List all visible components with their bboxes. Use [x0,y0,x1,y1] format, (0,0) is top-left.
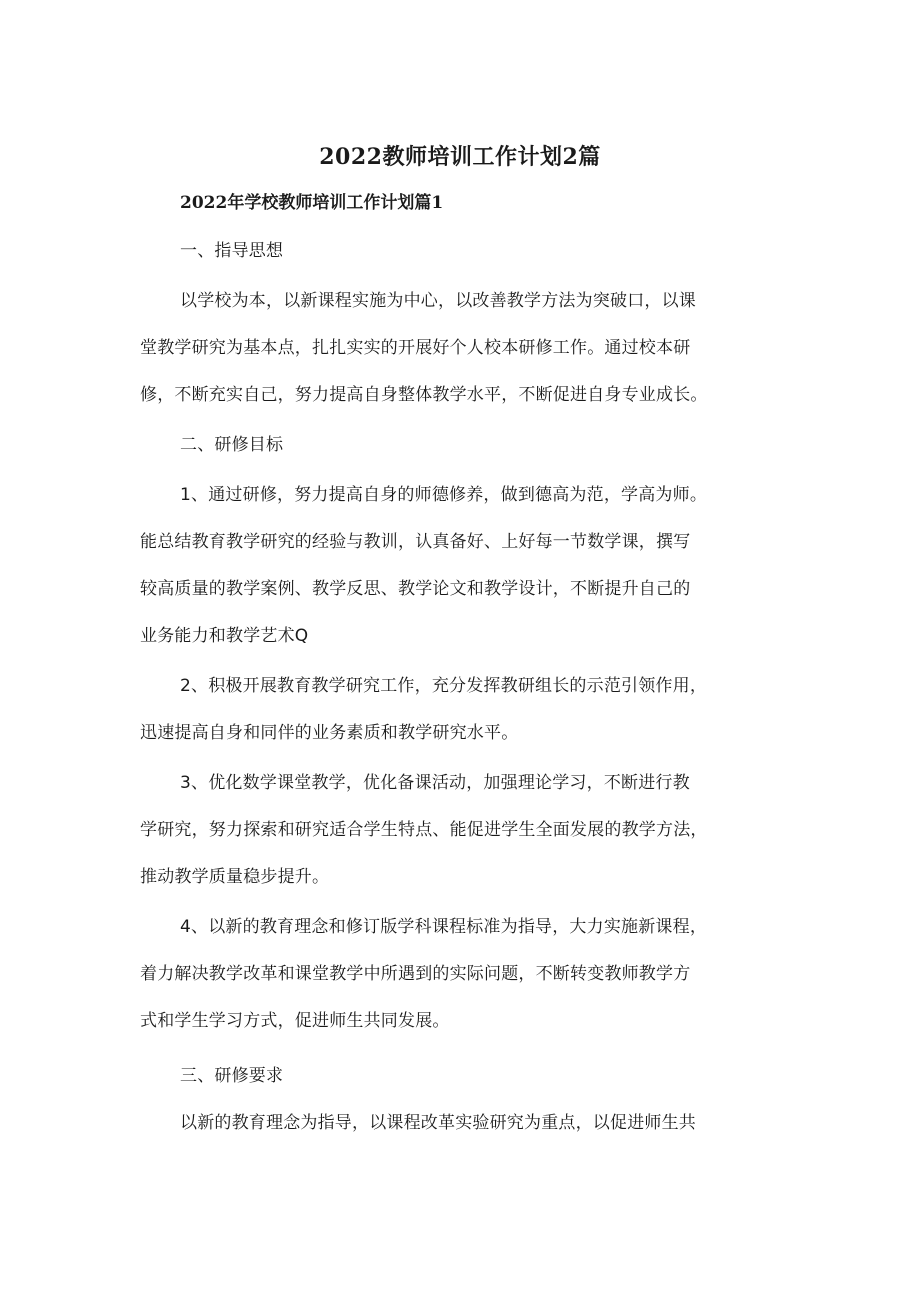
paragraph-line: 着力解决教学改革和课堂教学中所遇到的实际问题，不断转变教师教学方 [140,964,691,984]
paragraph-line: 学研究，努力探索和研究适合学生特点、能促进学生全面发展的教学方法， [140,820,708,840]
paragraph-line: 修，不断充实自己，努力提高自身整体教学水平，不断促进自身专业成长。 [140,385,708,405]
paragraph-line: 能总结教育教学研究的经验与教训，认真备好、上好每一节数学课，撰写 [140,532,691,552]
document-title: 2022教师培训工作计划2篇 [319,144,601,170]
paragraph-line: 较高质量的教学案例、教学反思、教学论文和教学设计，不断提升自己的 [140,579,691,599]
section-subtitle: 2022年学校教师培训工作计划篇1 [180,193,444,213]
heading-study-requirements: 三、研修要求 [180,1066,284,1086]
paragraph-line: 式和学生学习方式，促进师生共同发展。 [140,1011,450,1031]
paragraph-line: 以学校为本，以新课程实施为中心，以改善教学方法为突破口，以课 [180,291,696,311]
paragraph-line: 业务能力和教学艺术Q [140,626,309,646]
heading-guiding-ideology: 一、指导思想 [180,241,284,261]
paragraph-line: 4、以新的教育理念和修订版学科课程标准为指导，大力实施新课程， [180,917,708,937]
heading-study-goals: 二、研修目标 [180,435,284,455]
paragraph-line: 3、优化数学课堂教学，优化备课活动，加强理论学习，不断进行教 [180,773,690,793]
paragraph-line: 迅速提高自身和同伴的业务素质和教学研究水平。 [140,723,519,743]
paragraph-line: 推动教学质量稳步提升。 [140,867,330,887]
paragraph-line: 以新的教育理念为指导，以课程改革实验研究为重点，以促进师生共 [180,1113,696,1133]
paragraph-line: 堂教学研究为基本点，扎扎实实的开展好个人校本研修工作。通过校本研 [140,338,691,358]
paragraph-line: 1、通过研修，努力提高自身的师德修养，做到德高为范，学高为师。 [180,485,708,505]
paragraph-line: 2、积极开展教育教学研究工作，充分发挥教研组长的示范引领作用， [180,676,708,696]
